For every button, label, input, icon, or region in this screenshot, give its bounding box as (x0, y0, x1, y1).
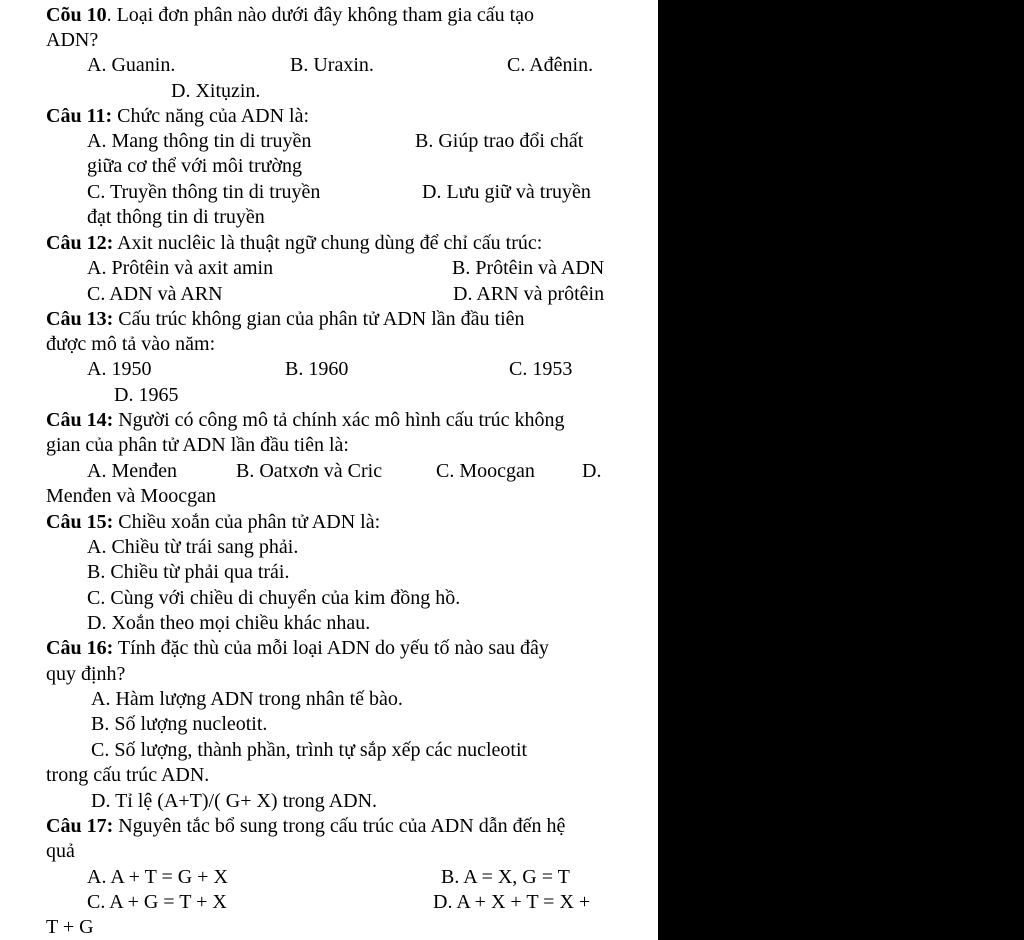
question-17-stem-cont: quả (46, 840, 75, 862)
question-11-text: Chức năng của ADN là: (112, 105, 310, 127)
question-10-number: Cõu 10 (46, 4, 107, 26)
question-12-text: Axit nuclêic là thuật ngữ chung dùng để chỉ cấu trúc: (113, 232, 543, 254)
question-11-option-b-cont: giữa cơ thể với môi trường (87, 155, 303, 177)
question-15-number: Câu 15: (46, 511, 114, 533)
question-17-number: Câu 17: (46, 815, 114, 837)
question-16-number: Câu 16: (46, 637, 114, 659)
question-16-option-c-cont: trong cấu trúc ADN. (46, 764, 210, 786)
question-13-text: Cấu trúc không gian của phân tử ADN lần đầu tiên (113, 308, 525, 330)
question-10-option-c: C. Ađênin. (507, 54, 594, 76)
question-13-option-d: D. 1965 (114, 384, 179, 406)
question-15-text: Chiều xoắn của phân tử ADN là: (113, 511, 381, 533)
question-14-option-d-cont: Menđen và Moocgan (46, 485, 216, 507)
question-10-option-d: D. Xitụzin. (171, 80, 261, 102)
question-11-stem (46, 104, 309, 128)
question-13-stem-cont: được mô tả vào năm: (46, 333, 216, 355)
question-14-number: Câu 14: (46, 409, 114, 431)
question-11-option-d-cont: đạt thông tin di truyền (87, 206, 265, 228)
question-16-text: Tính đặc thù của mỗi loại ADN do yếu tố nào sau đây (113, 637, 549, 659)
question-14-option-a: A. Menđen (87, 460, 177, 482)
question-17-option-d: D. A + X + T = X + (433, 891, 591, 913)
question-11-option-b: B. Giúp trao đổi chất (415, 130, 584, 152)
question-12-option-b: B. Prôtêin và ADN (452, 257, 605, 279)
question-16-option-c: C. Số lượng, thành phần, trình tự sắp xếp các nucleotit (91, 739, 528, 761)
question-12-number: Câu 12: (46, 232, 114, 254)
question-14-option-b: B. Oatxơn và Cric (236, 460, 383, 482)
question-12-stem (46, 231, 542, 255)
question-10-stem-cont: ADN? (46, 29, 99, 51)
question-16-option-a: A. Hàm lượng ADN trong nhân tế bào. (91, 688, 403, 710)
question-13-option-a: A. 1950 (87, 358, 152, 380)
question-13-option-c: C. 1953 (509, 358, 573, 380)
question-10-option-b: B. Uraxin. (290, 54, 374, 76)
question-13-number: Câu 13: (46, 308, 114, 330)
question-10-stem (46, 3, 534, 27)
question-16-option-d: D. Tỉ lệ (A+T)/( G+ X) trong ADN. (91, 790, 378, 812)
question-17-text: Nguyên tắc bổ sung trong cấu trúc của ADN dẫn đến hệ (113, 815, 566, 837)
question-15-stem (46, 510, 380, 534)
question-14-stem-cont: gian của phân tử ADN lần đầu tiên là: (46, 434, 349, 456)
question-16-stem-cont: quy định? (46, 663, 126, 685)
question-13-stem (46, 307, 525, 331)
question-12-option-c: C. ADN và ARN (87, 283, 223, 305)
question-16-stem (46, 636, 549, 660)
question-12-option-a: A. Prôtêin và axit amin (87, 257, 274, 279)
question-10-text: . Loại đơn phân nào dưới đây không tham gia cấu tạo (106, 4, 535, 26)
question-11-option-d: D. Lưu giữ và truyền (422, 181, 591, 203)
question-15-option-b: B. Chiều từ phải qua trái. (87, 561, 290, 583)
question-15-option-d: D. Xoắn theo mọi chiều khác nhau. (87, 612, 371, 634)
question-15-option-c: C. Cùng với chiều di chuyển của kim đồng hồ. (87, 587, 461, 609)
question-14-option-d: D. (582, 460, 602, 482)
question-17-stem (46, 814, 565, 838)
black-side-panel (658, 0, 1024, 940)
question-17-option-b: B. A = X, G = T (441, 866, 570, 888)
question-10-option-a: A. Guanin. (87, 54, 176, 76)
question-12-option-d: D. ARN và prôtêin (453, 283, 605, 305)
question-16-option-b: B. Số lượng nucleotit. (91, 713, 268, 735)
question-14-text: Người có công mô tả chính xác mô hình cấu trúc không (113, 409, 565, 431)
question-14-stem (46, 408, 565, 432)
question-14-option-c: C. Moocgan (436, 460, 535, 482)
question-11-option-c: C. Truyền thông tin di truyền (87, 181, 321, 203)
question-17-option-d-cont: T + G (46, 916, 94, 938)
question-11-number: Câu 11: (46, 105, 113, 127)
question-17-option-c: C. A + G = T + X (87, 891, 227, 913)
question-11-option-a: A. Mang thông tin di truyền (87, 130, 312, 152)
question-13-option-b: B. 1960 (285, 358, 349, 380)
question-15-option-a: A. Chiều từ trái sang phải. (87, 536, 299, 558)
question-17-option-a: A. A + T = G + X (87, 866, 228, 888)
